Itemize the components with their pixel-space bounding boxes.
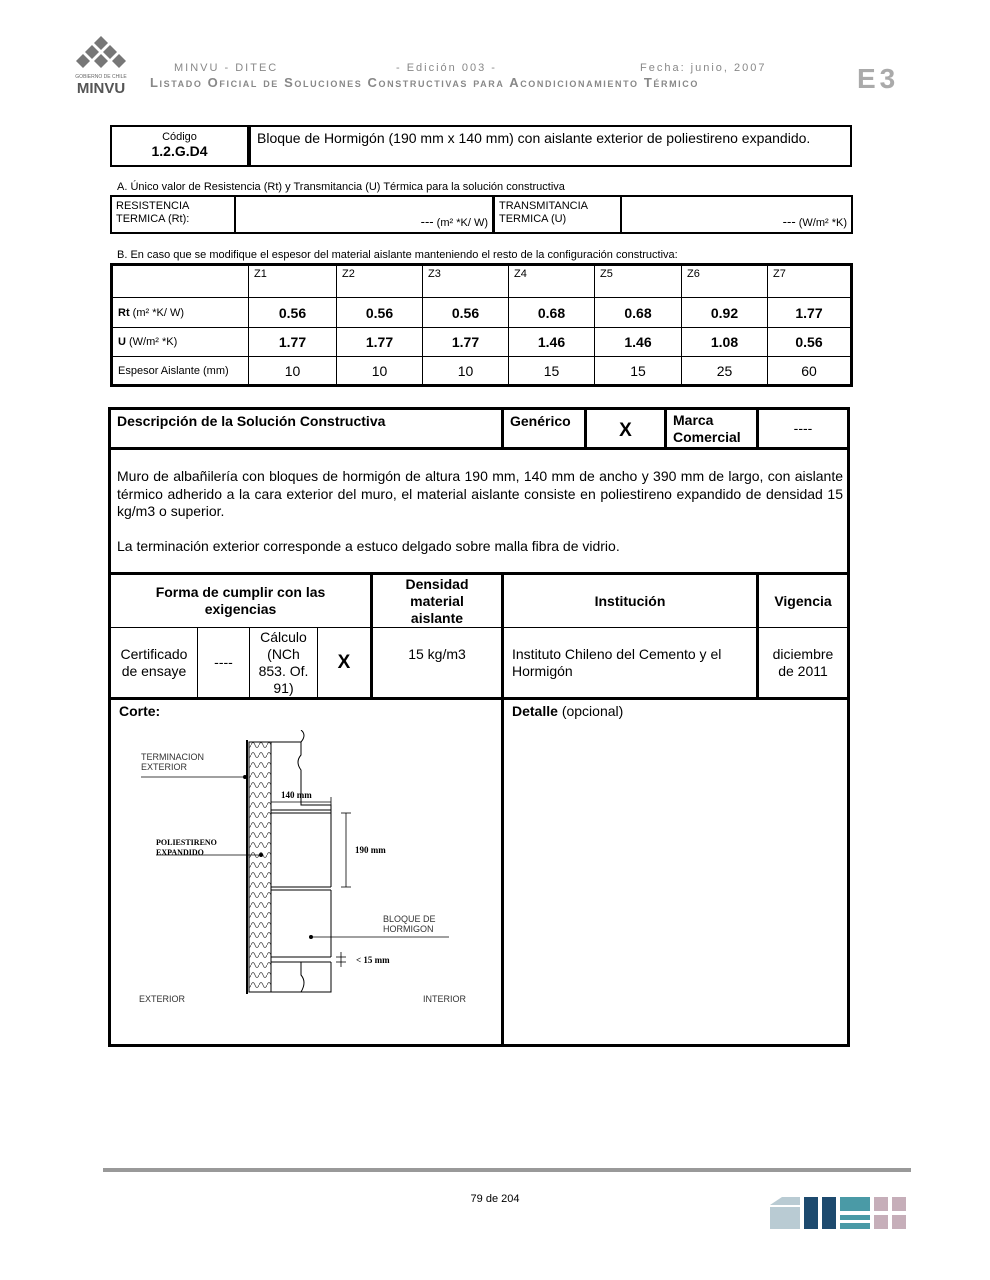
zone-header: Z5 [595,265,682,298]
insulation-label: EXPANDIDO [156,848,204,857]
description-paragraph: La terminación exterior corresponde a estuco delgado sobre malla fibra de vidrio. [117,537,620,554]
rt-row-symbol: Rt [118,306,130,319]
u-value-cell [622,197,851,232]
u-value: --- [782,214,796,229]
rt-row-unit: (m² *K/ W) [132,306,184,319]
density-header: Densidad material aislante [373,575,504,627]
section-code: E3 [857,63,900,94]
detail-label: Detalle [512,703,558,719]
u-row-symbol: U [118,336,126,348]
header-title: Listado Oficial de Soluciones Constructivas para Acondicionamiento Térmico [150,75,699,90]
u-cell: 1.46 [595,328,682,357]
u-cell: 1.46 [509,328,595,357]
description-header-row [111,410,847,450]
generic-label: Genérico [504,410,587,447]
rt-cell: 0.56 [249,298,337,328]
certificate-label: Certificado de ensaye [111,628,198,697]
joint-dimension-label: < 15 mm [356,955,390,965]
finish-label: EXTERIOR [141,762,188,772]
detail-label-optional: (opcional) [561,703,624,719]
insulation-label: POLIESTIRENO [156,838,217,847]
zone-header: Z1 [249,265,337,298]
header-org: MINVU - DITEC [174,62,279,74]
code-box [110,125,852,167]
zones-header-row [112,265,852,298]
insulation-layer [249,742,271,992]
rt-cell: 0.56 [423,298,509,328]
code-value: 1.2.G.D4 [151,143,208,159]
section-a-heading: A. Único valor de Resistencia (Rt) y Transmitancia (U) Térmica para la solución constructiva [117,181,565,193]
zone-header: Z4 [509,265,595,298]
section-label: Corte: [119,703,161,719]
detail-cell [504,700,847,1044]
rt-row-label [112,298,249,328]
u-cell: 1.08 [682,328,768,357]
u-label: TRANSMITANCIA TERMICA (U) [495,197,622,232]
thickness-cell: 10 [423,357,509,386]
header-edition: - Edición 003 - [396,62,497,74]
description-table [108,407,850,1047]
thickness-cell: 25 [682,357,768,386]
rt-row [112,298,852,328]
u-cell: 0.56 [768,328,852,357]
u-row-label [112,328,249,357]
brand-value: ---- [793,420,813,436]
calculation-label: Cálculo (NCh 853. Of. 91) [250,628,318,697]
footer-divider [103,1168,911,1172]
rt-value-cell [236,197,495,232]
thickness-label: Espesor Aislante (mm) [112,357,249,386]
description-paragraph: Muro de albañilería con bloques de hormigón de altura 190 mm, 140 mm de ancho y 390 mm de largo, con aislante térmico adherido a la cara exterior del muro, el material aislante consiste en poliestireno expandido de densidad 15 kg/m3 o superior. [117,468,843,519]
section-detail-row [111,700,847,1044]
zone-header: Z7 [768,265,852,298]
thickness-row [112,357,852,386]
zones-table [110,263,853,387]
section-b-heading: B. En caso que se modifique el espesor del material aislante manteniendo el resto de la configuración constructiva: [117,249,678,261]
header-date: Fecha: junio, 2007 [640,62,767,74]
density-value: 15 kg/m3 [373,628,504,697]
zone-header: Z3 [423,265,509,298]
code-label: Código [162,131,197,143]
code-cell [112,127,250,165]
generic-mark: X [587,410,667,447]
block-label: BLOQUE DE [383,914,436,924]
u-unit: (W/m² *K) [798,217,847,229]
thickness-cell: 15 [595,357,682,386]
exterior-label: EXTERIOR [139,994,186,1004]
rt-cell: 0.56 [337,298,423,328]
logo-caption: GOBIERNO DE CHILE [75,74,127,80]
zone-header: Z2 [337,265,423,298]
thickness-cell: 60 [768,357,852,386]
section-a-table [110,195,853,234]
interior-label: INTERIOR [423,994,467,1004]
brand-label: Marca Comercial [667,410,759,447]
thickness-cell: 10 [337,357,423,386]
rt-value: --- [420,214,434,229]
width-dimension-label: 140 mm [281,790,312,800]
finish-label: TERMINACION [141,752,204,762]
rt-cell: 0.92 [682,298,768,328]
section-cell [111,700,504,1044]
rt-unit: (m² *K/ W) [436,217,488,229]
logo-text: MINVU [76,80,126,97]
u-row [112,328,852,357]
height-dimension-label: 190 mm [355,845,386,855]
block-label: HORMIGON [383,924,434,934]
validity-header: Vigencia [774,592,832,609]
thickness-cell: 10 [249,357,337,386]
rt-label: RESISTENCIA TERMICA (Rt): [112,197,236,232]
wall-section-drawing [131,730,471,1030]
u-cell: 1.77 [337,328,423,357]
compliance-values-row [111,628,847,700]
u-row-unit: (W/m² *K) [129,336,178,348]
concrete-blocks [271,730,331,992]
rt-cell: 0.68 [595,298,682,328]
institution-header: Institución [504,575,759,627]
certificate-value: ---- [198,628,250,697]
code-description: Bloque de Hormigón (190 mm x 140 mm) con aislante exterior de poliestireno expandido. [250,127,850,165]
validity-value: diciembre de 2011 [772,645,834,679]
empty-cell [112,265,249,298]
footer-logo-icon [770,1197,908,1231]
compliance-header: Forma de cumplir con las exigencias [111,575,373,627]
description-text [117,468,843,555]
institution-value: Instituto Chileno del Cemento y el Hormigón [504,628,759,697]
u-cell: 1.77 [249,328,337,357]
u-cell: 1.77 [423,328,509,357]
calculation-mark: X [318,628,373,697]
rt-cell: 1.77 [768,298,852,328]
description-heading: Descripción de la Solución Constructiva [111,410,504,447]
rt-cell: 0.68 [509,298,595,328]
page-number: 79 de 204 [470,1193,520,1205]
compliance-header-row [111,572,847,628]
zone-header: Z6 [682,265,768,298]
thickness-cell: 15 [509,357,595,386]
